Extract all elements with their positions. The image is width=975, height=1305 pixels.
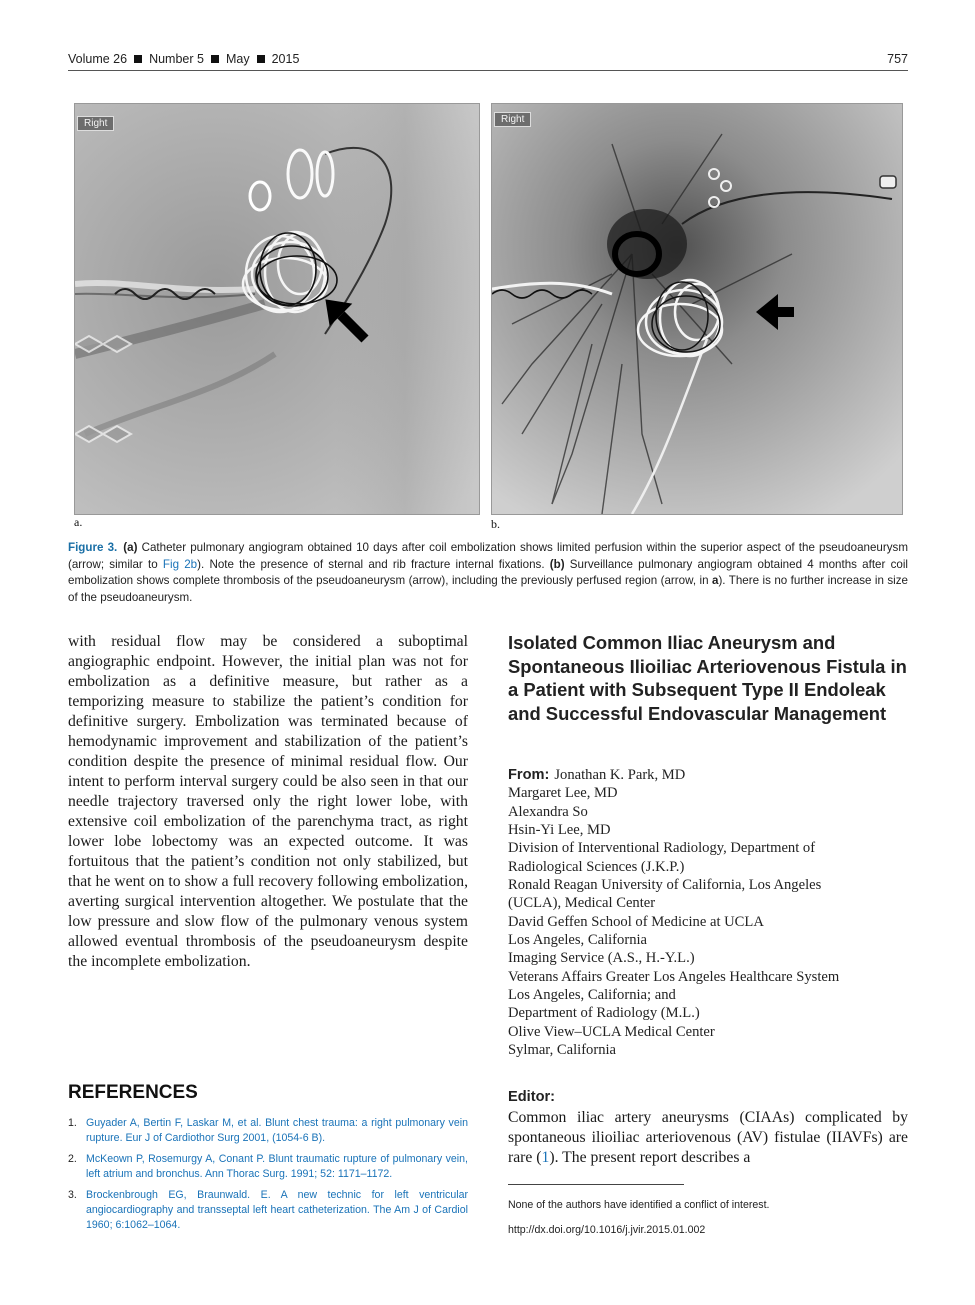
caption-text: ). Note the presence of sternal and rib fracture internal fixations. — [197, 557, 550, 571]
from-label: From: — [508, 767, 550, 783]
volume: Volume 26 — [68, 52, 128, 66]
citation-link[interactable]: 1 — [541, 1149, 550, 1166]
angiogram-image-b — [492, 104, 902, 514]
panel-label-b: b. — [491, 517, 500, 531]
reference-item[interactable] — [68, 1188, 468, 1233]
conflict-of-interest-note: None of the authors have identified a conflict of interest. — [508, 1199, 770, 1211]
orientation-tag-right: Right — [77, 116, 114, 131]
journal-issue-info — [68, 52, 299, 66]
square-bullet-icon — [134, 55, 142, 63]
square-bullet-icon — [257, 55, 265, 63]
running-header — [68, 52, 908, 70]
reference-number: 3. — [68, 1189, 77, 1201]
affiliation-line: Imaging Service (A.S., H.-Y.L.) — [508, 950, 695, 967]
footnote-rule — [508, 1184, 684, 1185]
reference-list — [68, 1116, 468, 1239]
orientation-tag-right: Right — [494, 112, 531, 127]
affiliation-line: Los Angeles, California — [508, 932, 648, 949]
reference-number: 1. — [68, 1117, 77, 1129]
editor-label: Editor: — [508, 1089, 556, 1105]
affiliation-line: Alexandra So — [508, 803, 588, 820]
affiliation-line: Hsin-Yi Lee, MD — [508, 822, 611, 839]
body-text: ). The present report describes a — [549, 1149, 751, 1166]
square-bullet-icon — [211, 55, 219, 63]
affiliation-line: Margaret Lee, MD — [508, 785, 618, 802]
reference-item[interactable] — [68, 1116, 468, 1146]
panel-label-a: a. — [74, 515, 83, 529]
reference-number: 2. — [68, 1153, 77, 1165]
caption-marker-a: (a) — [123, 541, 138, 554]
body-text: Common iliac artery aneurysms (CIAAs) complicated by spontaneous ilioiliac arteriovenous (AV) fistulae (IIAVFs) are rare ( — [508, 1109, 908, 1166]
angiogram-image-a — [75, 104, 479, 514]
caption-ref-a: a — [711, 574, 719, 588]
figure-number: Figure 3. — [68, 541, 118, 554]
author-name: Jonathan K. Park, MD — [554, 767, 686, 783]
affiliation-line: Olive View–UCLA Medical Center — [508, 1023, 715, 1040]
figure-caption — [68, 540, 908, 606]
body-text-left: with residual flow may be considered a suboptimal angiographic endpoint. However, the initial plan was not for embolization as a definitive measure, but rather as a temporizing measure to stabilize the patient’s condition for definitive surgery. Embolization was terminated because of hemodynamic improvement and stabilization of the patient’s condition despite the presence of minimal residual flow. Our intent to perform interval surgery could be also seen in that our needle trajectory traversed only the right lower lobe, with extensive coil embolization of the parenchyma tract, as right lower lobe lobectomy was an expected outcome. It was fortuitous that the patient’s condition not only stabilized, but that he went on to show a full recovery following embolization, averting surgical intervention altogether. We postulate that the low pressure and slow flow of the pulmonary venous system allowed eventual thrombosis of the pseudoaneurysm despite the incomplete embolization. — [68, 633, 468, 970]
author-affiliations — [508, 766, 908, 1060]
doi-link[interactable]: http://dx.doi.org/10.1016/j.jvir.2015.01.002 — [508, 1224, 706, 1236]
reference-item[interactable] — [68, 1152, 468, 1182]
references-heading: REFERENCES — [68, 1082, 198, 1103]
reference-text[interactable]: Guyader A, Bertin F, Laskar M, et al. Blunt chest trauma: a right pulmonary vein rupture. Eur J of Cardiothor Surg 2001, (1054-6 B). — [86, 1117, 468, 1144]
issue-year: 2015 — [271, 52, 300, 66]
reference-text[interactable]: McKeown P, Rosemurgy A, Conant P. Blunt traumatic rupture of pulmonary vein, left atrium and bronchus. Ann Thorac Surg. 1991; 52: 1171–1172. — [86, 1153, 468, 1180]
figure-panel-a — [74, 103, 480, 515]
affiliation-line — [508, 766, 908, 784]
page-number: 757 — [887, 52, 908, 66]
caption-text: Surveillance pulmonary angiogram obtained 4 months after coil embolization shows complete thrombosis of the pseudoaneurysm (arrow), including the previously perfused region (arrow, in — [68, 557, 908, 588]
affiliation-line: Ronald Reagan University of California, Los Angeles — [508, 877, 822, 894]
affiliation-line: Sylmar, California — [508, 1042, 617, 1059]
reference-text[interactable]: Brockenbrough EG, Braunwald. E. A new technic for left ventricular angiocardiography and transseptal left heart catheterization. The Am J of Cardiol 1960; 6:1062–1064. — [86, 1189, 468, 1231]
caption-marker-b: (b) — [549, 557, 565, 571]
affiliation-line: Los Angeles, California; and — [508, 987, 676, 1004]
header-rule — [68, 70, 908, 71]
issue-month: May — [225, 52, 250, 66]
body-text-right — [508, 1108, 908, 1168]
article-title: Isolated Common Iliac Aneurysm and Spontaneous Ilioiliac Arteriovenous Fistula in a Patient with Subsequent Type II Endoleak and Successful Endovascular Management — [508, 632, 907, 724]
issue-number: Number 5 — [149, 52, 204, 66]
figure-link[interactable]: Fig 2b — [162, 557, 198, 571]
affiliation-line: Division of Interventional Radiology, Department of — [508, 840, 816, 857]
caption-text: ). There is no further increase in size of the pseudoaneurysm. — [68, 574, 908, 604]
affiliation-line: Veterans Affairs Greater Los Angeles Healthcare System — [508, 968, 840, 985]
caption-text: Catheter pulmonary angiogram obtained 10 days after coil embolization shows limited perfusion within the superior aspect of the pseudoaneurysm (arrow; similar to — [68, 541, 908, 571]
affiliation-line: Radiological Sciences (J.K.P.) — [508, 858, 685, 875]
affiliation-line: Department of Radiology (M.L.) — [508, 1005, 700, 1022]
figure-panel-b — [491, 103, 903, 515]
affiliation-line: (UCLA), Medical Center — [508, 895, 656, 912]
affiliation-line: David Geffen School of Medicine at UCLA — [508, 913, 764, 930]
